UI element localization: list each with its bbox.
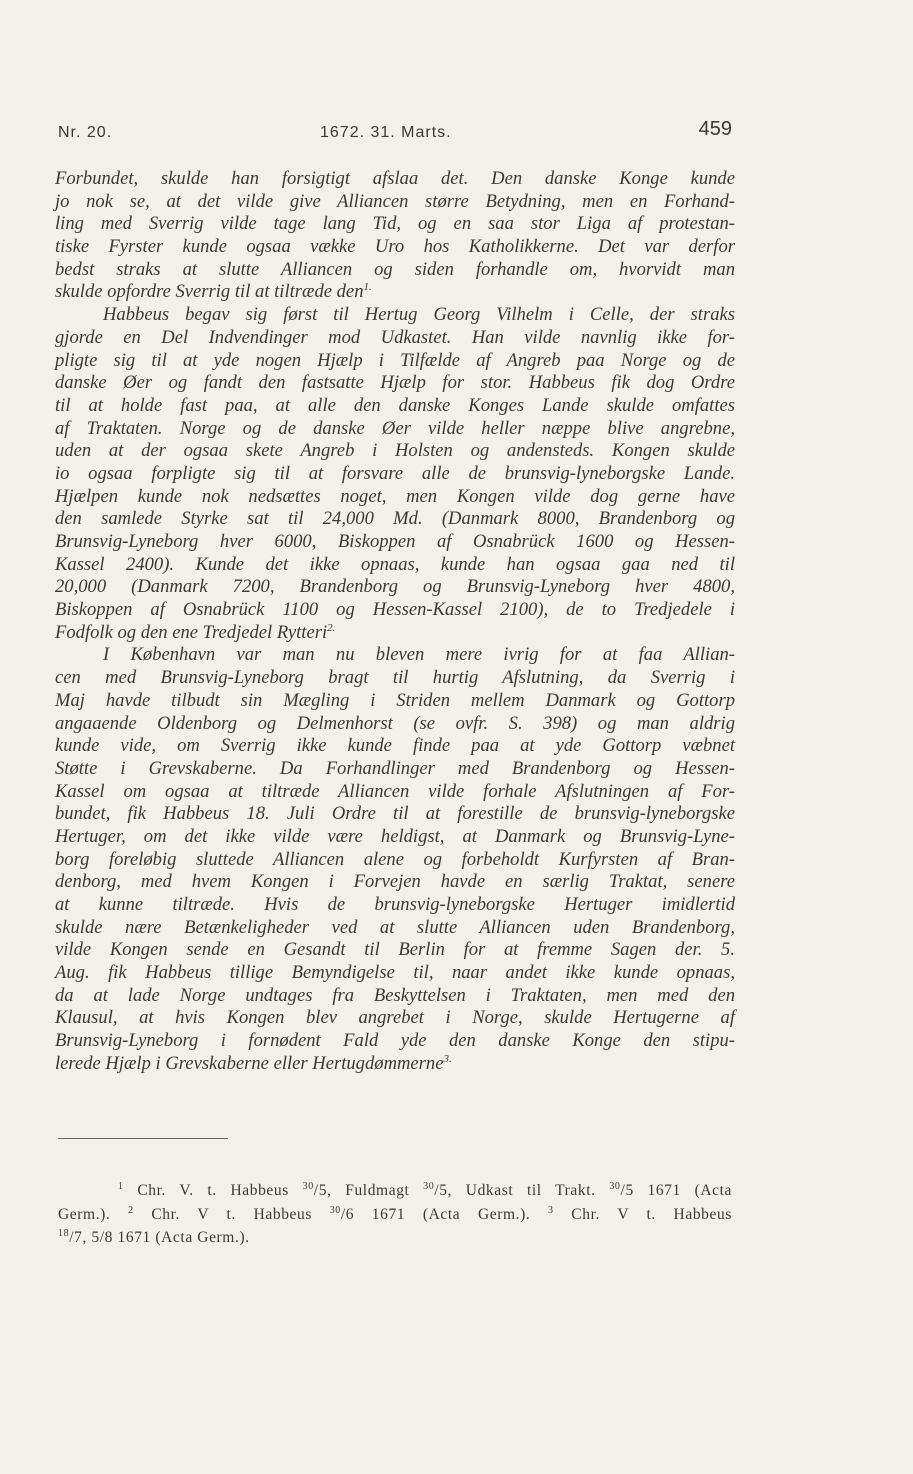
text-line: ling med Sverrig vilde tage lang Tid, og en saa stor Liga af protestan- (55, 213, 735, 235)
text-line: bundet, fik Habbeus 18. Juli Ordre til at forestille de brunsvig-lyneborgske (55, 803, 735, 825)
footnote-reference: 2. (327, 621, 336, 634)
text-line: den samlede Styrke sat til 24,000 Md. (Danmark 8000, Brandenborg og (55, 508, 735, 530)
text-line: lerede Hjælp i Grevskaberne eller Hertugdømmerne$^{3.}$ (55, 1052, 452, 1074)
text-line: cen med Brunsvig-Lyneborg bragt til hurtig Afslutning, da Sverrig i (55, 667, 735, 689)
text-line: af Traktaten. Norge og de danske Øer vilde heller næppe blive angrebne, (55, 417, 735, 439)
text-line: pligte sig til at yde nogen Hjælp i Tilfælde af Angreb paa Norge og de (55, 349, 735, 371)
text-line: gjorde en Del Indvendinger mod Udkastet. Han vilde navnlig ikke for- (55, 326, 735, 348)
text-line: Brunsvig-Lyneborg i fornødent Fald yde den danske Konge den stipu- (55, 1030, 735, 1052)
text-line: Kassel 2400). Kunde det ikke opnaas, kunde han ogsaa gaa ned til (55, 553, 735, 575)
text-line: skulde nære Betænkeligheder ved at slutte Alliancen uden Brandenborg, (55, 916, 735, 938)
body-text (55, 168, 735, 1076)
footnote-line: $^{18}$/7, 5/8 1671 (Acta Germ.). (58, 1227, 250, 1246)
footnote-line: Germ.). $^2$ Chr. V t. Habbeus $^{30}$/6 1671 (Acta Germ.). $^3$ Chr. V t. Habbeus (58, 1204, 732, 1223)
text-line: Brunsvig-Lyneborg hver 6000, Biskoppen af Osnabrück 1600 og Hessen- (55, 531, 735, 552)
text-line: Kassel om ogsaa at tiltræde Alliancen vilde forhale Afslutningen af For- (55, 780, 735, 802)
text-line: 20,000 (Danmark 7200, Brandenborg og Brunsvig-Lyneborg hver 4800, (55, 576, 735, 598)
text-line: Aug. fik Habbeus tillige Bemyndigelse til, naar andet ikke kunde opnaas, (55, 962, 735, 984)
text-line: Hertuger, om det ikke vilde være heldigst, at Danmark og Brunsvig-Lyne- (55, 825, 735, 847)
text-line: angaaende Oldenborg og Delmenhorst (se ovfr. S. 398) og man aldrig (55, 712, 735, 734)
text-line: Biskoppen af Osnabrück 1100 og Hessen-Kassel 2100), de to Tredjedele i (55, 599, 735, 621)
text-line: Maj havde tilbudt sin Mægling i Striden mellem Danmark og Gottorp (55, 689, 735, 711)
text-line: uden at der ogsaa skete Angreb i Holsten og andensteds. Kongen skulde (55, 440, 735, 462)
text-line: Klausul, at hvis Kongen blev angrebet i Norge, skulde Hertugerne af (55, 1007, 735, 1029)
document-date: 1672. 31. Marts. (320, 124, 452, 141)
document-number: Nr. 20. (58, 124, 113, 141)
text-line: bedst straks at slutte Alliancen og siden forhandle om, hvorvidt man (55, 258, 735, 280)
text-line: denborg, med hvem Kongen i Forvejen havde en særlig Traktat, senere (55, 871, 735, 893)
text-line: til at holde fast paa, at alle den danske Konges Lande skulde omfattes (55, 394, 735, 416)
text-line: jo nok se, at det vilde give Alliancen større Betydning, men en Forhand- (55, 190, 735, 212)
footnote-mark: 1 (118, 1180, 124, 1192)
text-line: I København var man nu bleven mere ivrig for at faa Allian- (103, 644, 735, 666)
footnote-mark: 3 (548, 1204, 554, 1216)
text-line: Hjælpen kunde nok nedsættes noget, men Kongen vilde dog gerne have (55, 485, 735, 507)
footnote-reference: 1. (363, 281, 372, 294)
page-header (58, 118, 732, 148)
text-line: da at lade Norge undtages fra Beskyttelsen i Traktaten, men med den (55, 984, 735, 1006)
text-line: Støtte i Grevskaberne. Da Forhandlinger med Brandenborg og Hessen- (55, 757, 735, 779)
text-line: at kunne tiltræde. Hvis de brunsvig-lyneborgske Hertuger imidlertid (55, 894, 735, 915)
text-line: Fodfolk og den ene Tredjedel Rytteri$^{2.}$ (55, 621, 336, 643)
footnotes (58, 1179, 732, 1250)
footnote-line: $^1$ Chr. V. t. Habbeus $^{30}$/5, Fuldmagt $^{30}$/5, Udkast til Trakt. $^{30}$/5 1671 (Acta (118, 1180, 733, 1199)
text-line: Habbeus begav sig først til Hertug Georg Vilhelm i Celle, der straks (103, 304, 735, 326)
text-line: kunde vide, om Sverrig ikke kunde finde paa at yde Gottorp væbnet (55, 735, 735, 757)
text-line: vilde Kongen sende en Gesandt til Berlin for at fremme Sagen der. 5. (55, 939, 735, 961)
footnote-mark: 2 (128, 1204, 134, 1216)
text-line: danske Øer og fandt den fastsatte Hjælp for stor. Habbeus fik dog Ordre (55, 372, 735, 394)
page-number: 459 (698, 118, 732, 140)
text-line: borg foreløbig sluttede Alliancen alene og forbeholdt Kurfyrsten af Bran- (55, 848, 735, 870)
text-line: Forbundet, skulde han forsigtigt afslaa det. Den danske Konge kunde (55, 168, 735, 189)
text-line: skulde opfordre Sverrig til at tiltræde den$^{1.}$ (55, 281, 372, 303)
text-line: io ogsaa forpligte sig til at forsvare alle de brunsvig-lyneborgske Lande. (55, 462, 735, 484)
footnote-reference: 3. (443, 1052, 452, 1065)
text-line: tiske Fyrster kunde ogsaa vække Uro hos Katholikkerne. Det var derfor (55, 236, 735, 258)
footnote-divider (58, 1138, 228, 1139)
